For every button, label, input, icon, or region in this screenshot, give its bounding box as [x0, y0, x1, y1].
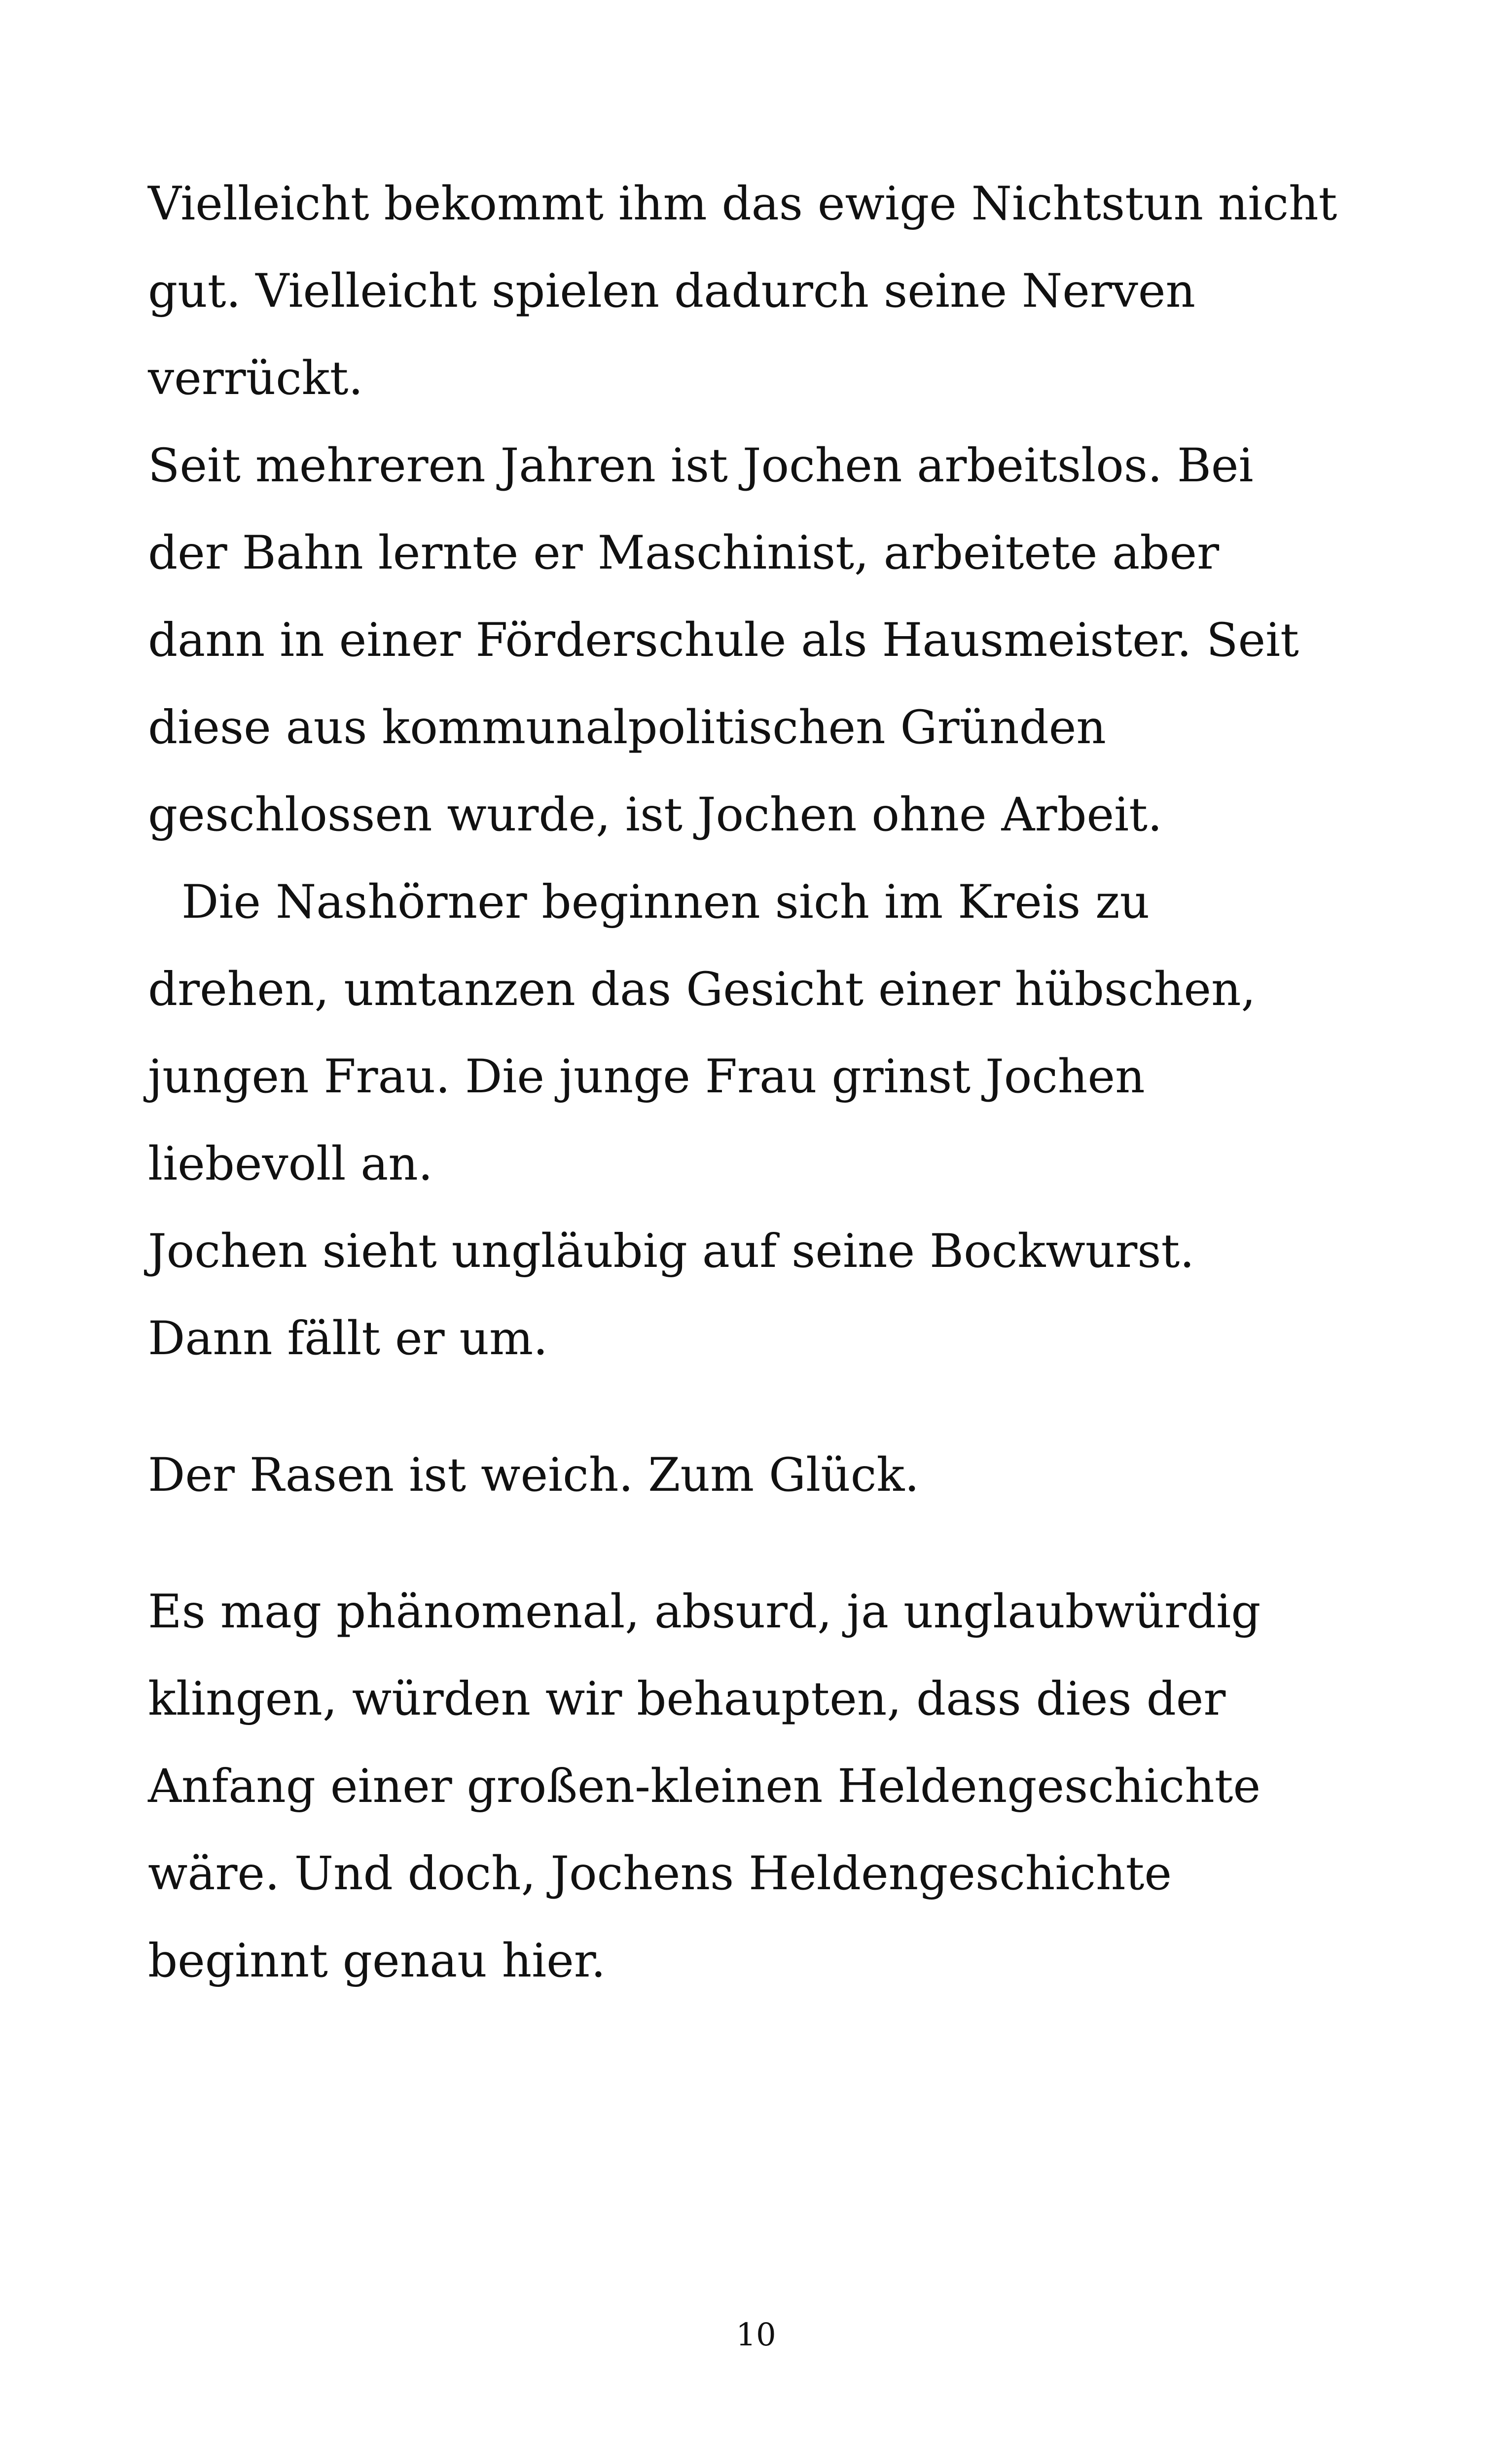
text-line: gut. Vielleicht spielen dadurch seine Nerven — [148, 264, 1196, 318]
paragraph-spacer — [148, 1519, 1430, 1568]
text-line: der Bahn lernte er Maschinist, arbeitete aber — [148, 526, 1220, 580]
text-line: liebevoll an. — [148, 1137, 433, 1191]
text-line: Jochen sieht ungläubig auf seine Bockwurst. — [148, 1224, 1195, 1278]
text-line: Es mag phänomenal, absurd, ja unglaubwürdig — [148, 1585, 1261, 1639]
paragraph-spacer — [148, 1382, 1430, 1432]
text-line: Die Nashörner beginnen sich im Kreis zu — [181, 875, 1150, 929]
page-number: 10 — [736, 2317, 776, 2353]
text-line: geschlossen wurde, ist Jochen ohne Arbeit. — [148, 788, 1162, 842]
text-line: dann in einer Förderschule als Hausmeister. Seit — [148, 613, 1299, 667]
text-line: verrückt. — [148, 352, 363, 405]
text-line: Vielleicht bekommt ihm das ewige Nichtstun nicht — [148, 177, 1337, 231]
body-text — [148, 160, 1430, 2005]
text-line: Dann fällt er um. — [148, 1312, 548, 1366]
text-line: klingen, würden wir behaupten, dass dies der — [148, 1672, 1226, 1726]
text-line: wäre. Und doch, Jochens Heldengeschichte — [148, 1847, 1172, 1901]
text-line: drehen, umtanzen das Gesicht einer hübschen, — [148, 963, 1256, 1016]
text-line: Seit mehreren Jahren ist Jochen arbeitslos. Bei — [148, 439, 1254, 493]
text-line: diese aus kommunalpolitischen Gründen — [148, 701, 1106, 755]
text-line: Der Rasen ist weich. Zum Glück. — [148, 1448, 920, 1502]
text-line: beginnt genau hier. — [148, 1934, 606, 1988]
text-line: jungen Frau. Die junge Frau grinst Jochen — [148, 1050, 1145, 1104]
text-line: Anfang einer großen-kleinen Heldengeschichte — [148, 1760, 1261, 1813]
